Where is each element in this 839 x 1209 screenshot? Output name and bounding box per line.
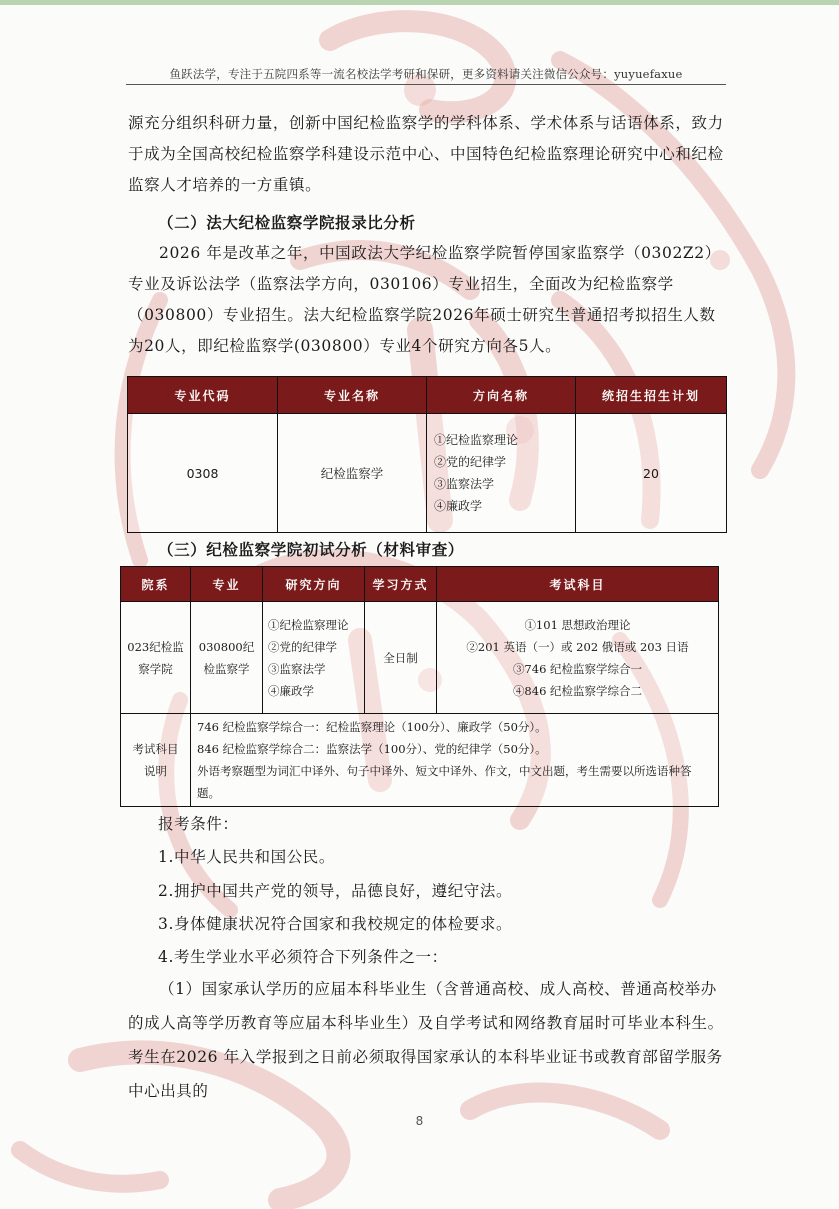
section2-title: （二）法大纪检监察学院报录比分析 <box>158 213 416 232</box>
enrollment-plan-table <box>127 376 727 533</box>
exam-subjects-table <box>120 566 719 807</box>
direction-item: ②党的纪律学 <box>434 455 507 469</box>
direction-item: ④廉政学 <box>434 499 483 513</box>
cell-notes <box>191 714 719 807</box>
condition-item: 2.拥护中国共产党的领导，品德良好，遵纪守法。 <box>158 882 513 900</box>
direction-item: ④廉政学 <box>268 683 314 698</box>
condition-sub1-paragraph: （1）国家承认学历的应届本科毕业生（含普通高校、成人高校、普通高校举办的成人高等学历教育等应届本科毕业生）及自学考试和网络教育届时可毕业本科生。考生在2026 年入学报到之日前必须取得国家承认的本科毕业证书或教育部留学服务中心出具的 <box>128 980 724 1100</box>
table-header-row <box>128 377 727 414</box>
subject-item: ①101 思想政治理论 <box>524 617 631 632</box>
cell-major-code: 0308 <box>128 414 278 533</box>
cell-study-mode: 全日制 <box>365 602 437 714</box>
cell-major-name: 纪检监察学 <box>278 414 427 533</box>
subject-item: ④846 纪检监察学综合二 <box>512 683 643 698</box>
table-row <box>128 414 727 533</box>
header-exam-subjects: 考试科目 <box>437 567 719 602</box>
table-header-row <box>121 567 719 602</box>
top-border <box>0 0 839 5</box>
section2-paragraph: 2026 年是改革之年，中国政法大学纪检监察学院暂停国家监察学（0302Z2）专业及诉讼法学（监察法学方向，030106）专业招生，全面改为纪检监察学（030800）专业招生。法大纪检监察学院2026年硕士研究生普通招考拟招生人数为20人，即纪检监察学(030800）专业4个研究方向各5人。 <box>128 244 721 355</box>
direction-item: ③监察法学 <box>434 477 495 491</box>
header-direction-name: 方向名称 <box>427 377 576 414</box>
header-direction: 研究方向 <box>263 567 365 602</box>
note-item: 746 纪检监察学综合一：纪检监察理论（100分）、廉政学（50分）。 <box>197 720 547 734</box>
cell-notes-label: 考试科目说明 <box>121 714 191 807</box>
header-enrollment-plan: 统招生招生计划 <box>576 377 727 414</box>
header-divider <box>126 84 726 85</box>
cell-directions <box>263 602 365 714</box>
header-study-mode: 学习方式 <box>365 567 437 602</box>
page-header: 鱼跃法学，专注于五院四系等一流名校法学考研和保研，更多资料请关注微信公众号：yuyuefaxue <box>169 67 683 81</box>
page-number: 8 <box>415 1114 424 1128</box>
cell-dept: 023纪检监察学院 <box>121 602 191 714</box>
intro-paragraph: 源充分组织科研力量，创新中国纪检监察学的学科体系、学术体系与话语体系，致力于成为全国高校纪检监察学科建设示范中心、中国特色纪检监察理论研究中心和纪检监察人才培养的一方重镇。 <box>128 114 724 194</box>
direction-item: ③监察法学 <box>268 661 326 676</box>
note-item: 846 纪检监察学综合二：监察法学（100分）、党的纪律学（50分）。 <box>197 742 547 756</box>
header-major-code: 专业代码 <box>128 377 278 414</box>
header-major-name: 专业名称 <box>278 377 427 414</box>
cell-enrollment-plan: 20 <box>576 414 727 533</box>
cell-exam-subjects <box>437 602 719 714</box>
note-item: 外语考察题型为词汇中译外、句子中译外、短文中译外、作文，中文出题，考生需要以所选语种答题。 <box>197 764 692 800</box>
header-dept: 院系 <box>121 567 191 602</box>
condition-item: 4.考生学业水平必须符合下列条件之一： <box>158 948 448 966</box>
subject-item: ③746 纪检监察学综合一 <box>512 661 643 676</box>
table-row <box>121 602 719 714</box>
condition-item: 1.中华人民共和国公民。 <box>158 848 335 866</box>
subject-item: ②201 英语（一）或 202 俄语或 203 日语 <box>466 639 689 654</box>
condition-item: 3.身体健康状况符合国家和我校规定的体检要求。 <box>158 915 513 933</box>
cell-directions <box>427 414 576 533</box>
conditions-title: 报考条件： <box>158 815 239 833</box>
cell-major: 030800纪检监察学 <box>191 602 263 714</box>
section3-title: （三）纪检监察学院初试分析（材料审查） <box>158 540 464 559</box>
table-row <box>121 714 719 807</box>
direction-item: ①纪检监察理论 <box>268 617 349 632</box>
direction-item: ②党的纪律学 <box>268 639 337 654</box>
header-major: 专业 <box>191 567 263 602</box>
direction-item: ①纪检监察理论 <box>434 433 519 447</box>
